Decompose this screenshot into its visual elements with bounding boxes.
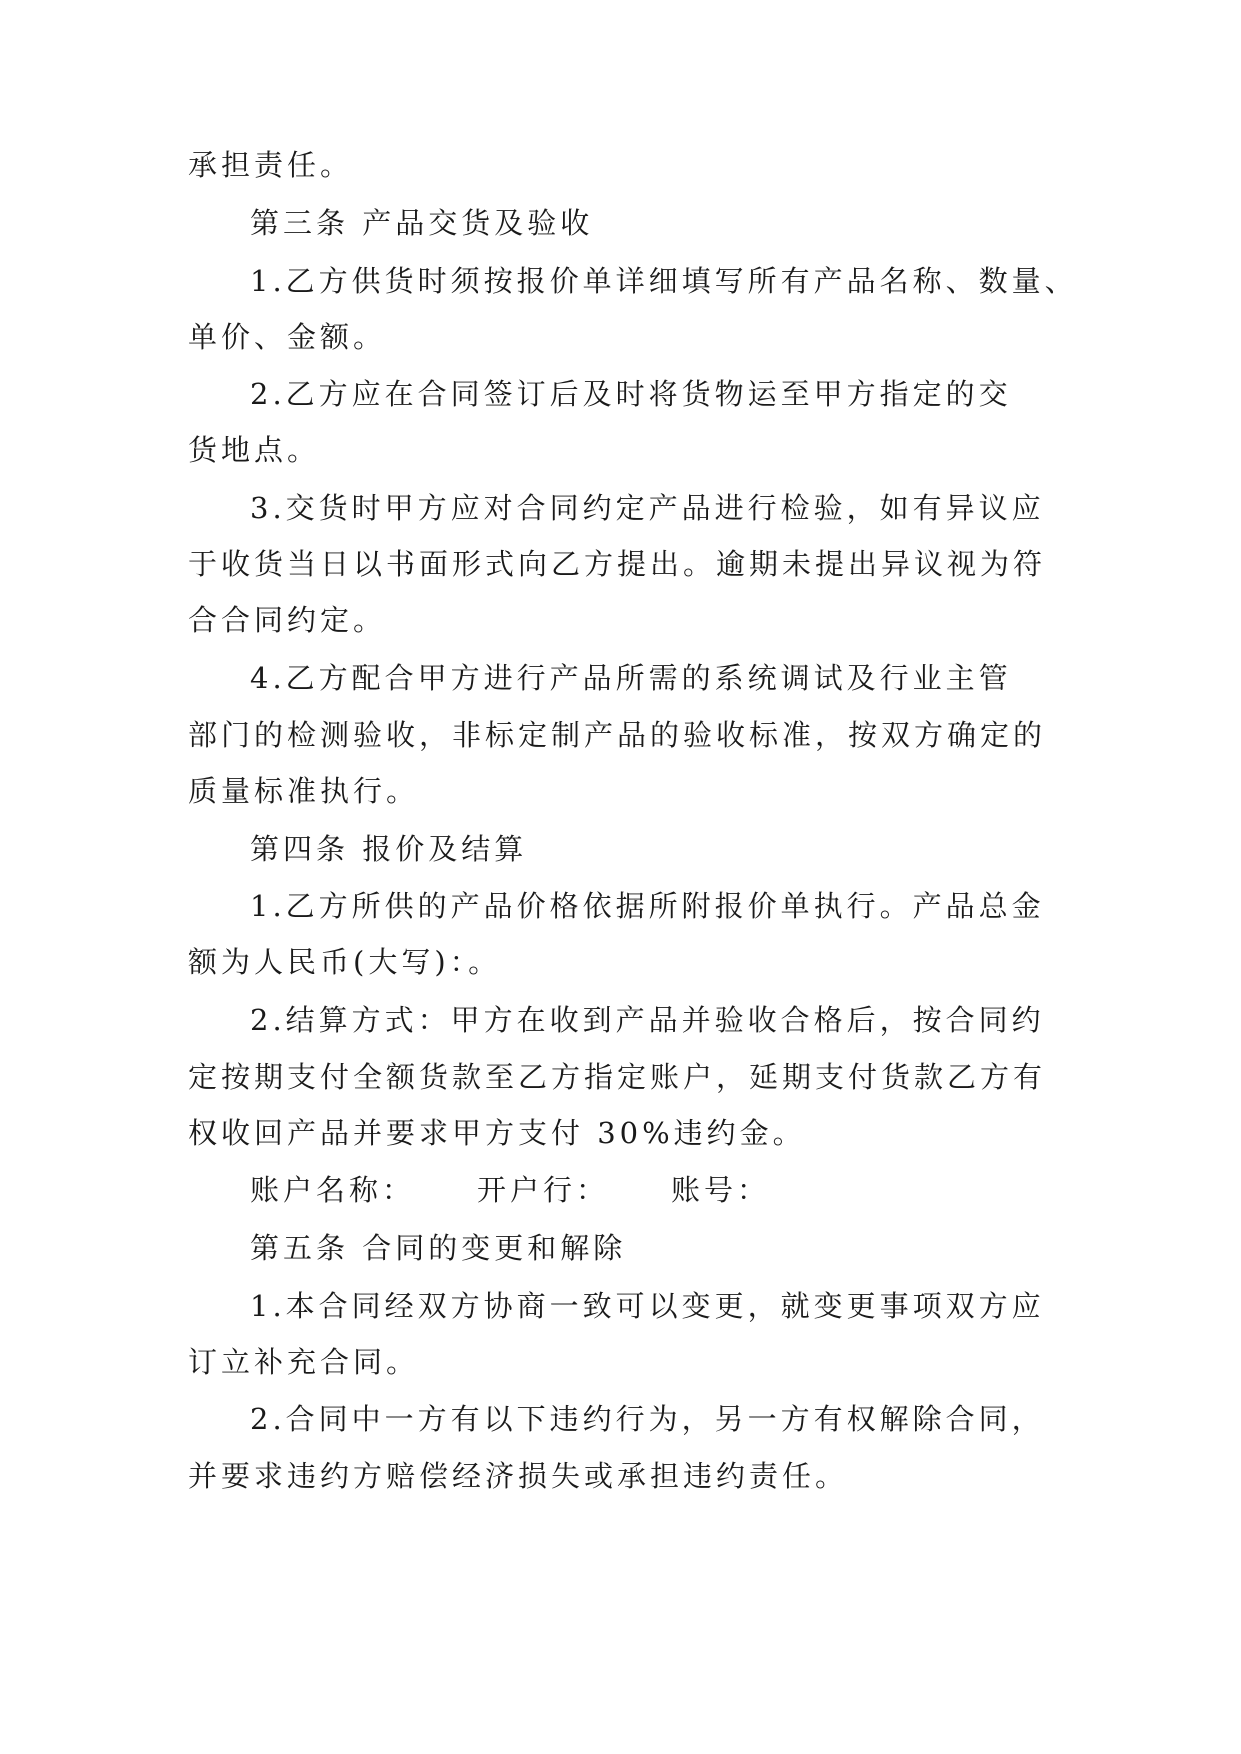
bank-label: 开户行： — [477, 1173, 610, 1207]
paragraph-line: 1.本合同经双方协商一致可以变更，就变更事项双方应 — [250, 1289, 1045, 1323]
paragraph-line: 于收货当日以书面形式向乙方提出。逾期未提出异议视为符 — [188, 547, 1047, 581]
paragraph-line: 3.交货时甲方应对合同约定产品进行检验，如有异议应 — [250, 491, 1045, 525]
account-info-row — [250, 1170, 770, 1210]
account-name-label: 账户名称： — [250, 1173, 416, 1207]
paragraph-line: 合合同约定。 — [188, 603, 387, 637]
paragraph-line: 额为人民币(大写)：。 — [188, 945, 502, 979]
paragraph-line: 定按期支付全额货款至乙方指定账户，延期支付货款乙方有 — [188, 1060, 1047, 1094]
paragraph-line: 部门的检测验收，非标定制产品的验收标准，按双方确定的 — [188, 718, 1047, 752]
paragraph-line: 承担责任。 — [188, 148, 354, 182]
paragraph-line: 质量标准执行。 — [188, 774, 420, 808]
paragraph-line: 2.乙方应在合同签订后及时将货物运至甲方指定的交 — [250, 377, 1012, 411]
section-heading: 第四条 报价及结算 — [250, 832, 528, 866]
paragraph-line: 2.结算方式：甲方在收到产品并验收合格后，按合同约 — [250, 1003, 1045, 1037]
paragraph-line: 订立补充合同。 — [188, 1345, 420, 1379]
section-heading: 第三条 产品交货及验收 — [250, 206, 594, 240]
paragraph-line: 货地点。 — [188, 433, 321, 467]
paragraph-line: 1.乙方供货时须按报价单详细填写所有产品名称、数量、 — [250, 264, 1078, 298]
account-number-label: 账号： — [671, 1173, 771, 1207]
paragraph-line: 并要求违约方赔偿经济损失或承担违约责任。 — [188, 1459, 849, 1493]
paragraph-line: 4.乙方配合甲方进行产品所需的系统调试及行业主管 — [250, 661, 1012, 695]
paragraph-line: 单价、金额。 — [188, 320, 387, 354]
section-heading: 第五条 合同的变更和解除 — [250, 1231, 627, 1265]
paragraph-line: 1.乙方所供的产品价格依据所附报价单执行。产品总金 — [250, 889, 1045, 923]
paragraph-line: 2.合同中一方有以下违约行为，另一方有权解除合同， — [250, 1402, 1045, 1436]
paragraph-line: 权收回产品并要求甲方支付 30%违约金。 — [188, 1116, 806, 1150]
